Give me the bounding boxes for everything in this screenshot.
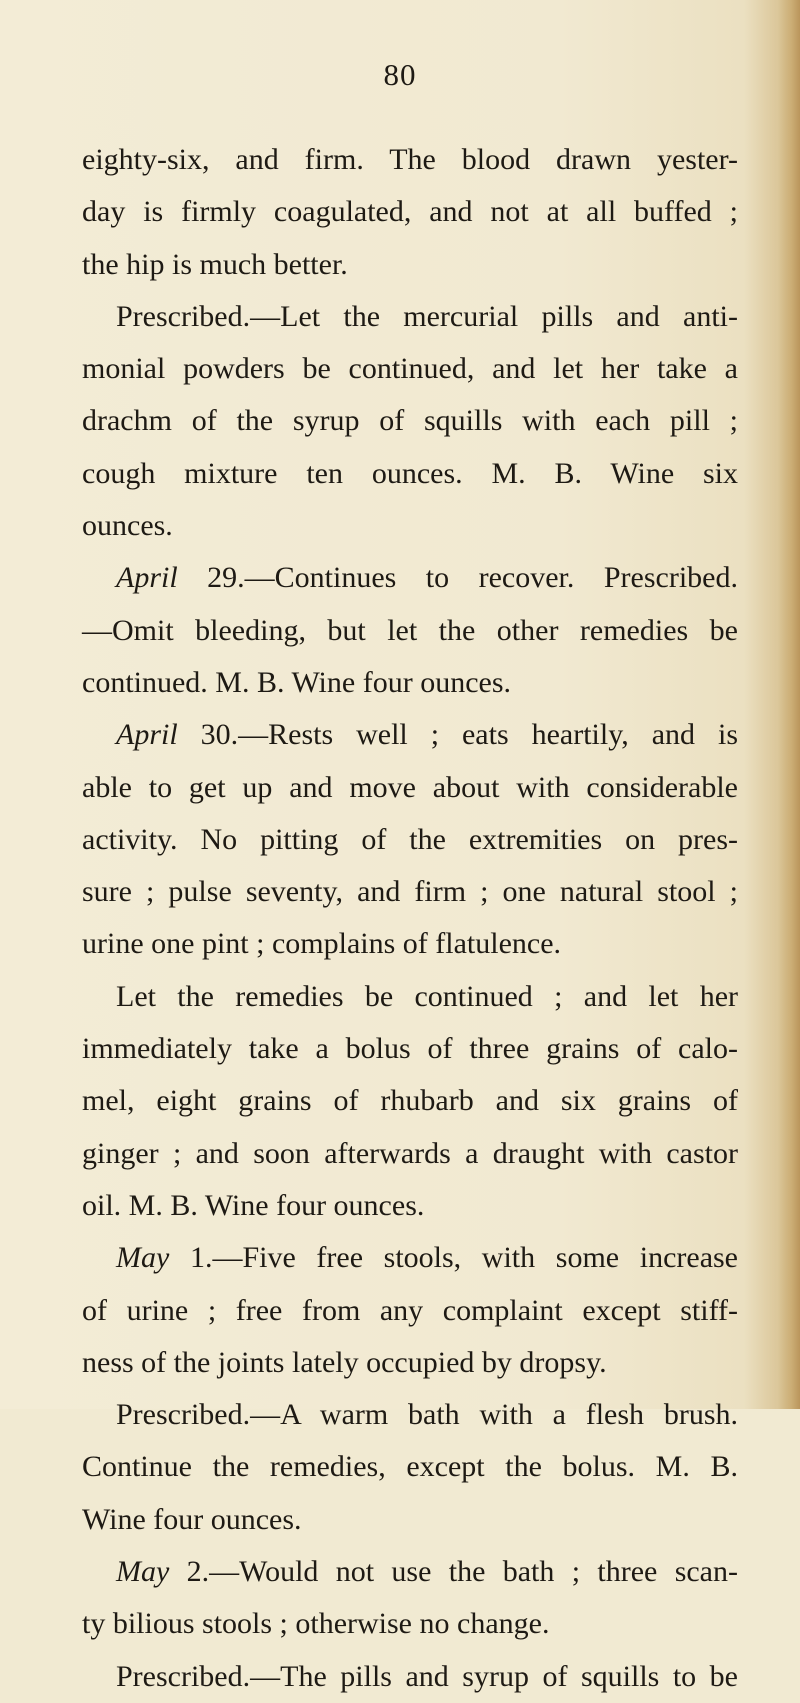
line-text: Continue the remedies, except the bolus. M. B. <box>82 1450 738 1484</box>
line-text: ness of the joints lately occupied by dropsy. <box>82 1345 607 1379</box>
line-text: eighty-six, and firm. The blood drawn yester- <box>82 143 738 176</box>
text-line <box>82 866 738 918</box>
text-line <box>82 186 738 238</box>
page-number: 80 <box>383 57 417 92</box>
text-line <box>82 1180 738 1232</box>
line-text: —Omit bleeding, but let the other remedies be <box>82 613 738 647</box>
line-text: mel, eight grains of rhubarb and six grains of <box>82 1084 738 1118</box>
line-text: 2.—Would not use the bath ; three scan- <box>169 1555 738 1589</box>
line-text: ginger ; and soon afterwards a draught with castor <box>82 1136 738 1170</box>
line-text: drachm of the syrup of squills with each pill ; <box>82 404 738 438</box>
line-text: urine one pint ; complains of flatulence. <box>82 927 562 961</box>
text-line <box>82 605 738 657</box>
line-text: of urine ; free from any complaint except stiff- <box>82 1293 738 1327</box>
entry-date: April <box>116 561 178 595</box>
text-line <box>82 762 738 814</box>
text-line <box>82 1389 738 1441</box>
text-line <box>82 657 738 709</box>
text-line <box>82 1023 738 1075</box>
line-text: 30.—Rests well ; eats heartily, and is <box>177 718 738 752</box>
line-text: able to get up and move about with considerable <box>82 770 738 804</box>
line-text: Wine four ounces. <box>82 1502 302 1536</box>
entry-date: May <box>116 1241 170 1275</box>
line-text: monial powders be continued, and let her take a <box>82 352 738 386</box>
line-text: ounces. <box>82 509 173 543</box>
text-line <box>82 1232 738 1284</box>
text-line <box>82 500 738 552</box>
line-text: sure ; pulse seventy, and firm ; one natural stool ; <box>82 875 738 909</box>
text-line <box>82 1337 738 1389</box>
line-text: the hip is much better. <box>82 247 348 281</box>
text-line <box>82 1651 738 1703</box>
text-line <box>82 918 738 970</box>
line-text: continued. M. B. Wine four ounces. <box>82 665 511 699</box>
line-text: activity. No pitting of the extremities on pres- <box>82 822 738 856</box>
line-text: oil. M. B. Wine four ounces. <box>82 1188 425 1222</box>
text-line <box>82 709 738 761</box>
line-text: 1.—Five free stools, with some increase <box>169 1241 738 1275</box>
text-line <box>82 814 738 866</box>
line-text: Let the remedies be continued ; and let her <box>116 979 738 1013</box>
line-text: 29.—Continues to recover. Prescribed. <box>177 561 738 595</box>
text-line <box>82 239 738 291</box>
text-line <box>82 1598 738 1650</box>
text-line <box>82 1128 738 1180</box>
text-line <box>82 291 738 343</box>
text-line <box>82 552 738 604</box>
text-line <box>82 971 738 1023</box>
entry-date: April <box>116 718 178 752</box>
text-line <box>82 448 738 500</box>
line-text: Prescribed.—The pills and syrup of squills to be <box>116 1659 738 1693</box>
text-line <box>82 1494 738 1546</box>
line-text: immediately take a bolus of three grains of calo- <box>82 1032 738 1066</box>
text-line <box>82 1285 738 1337</box>
text-line <box>82 1441 738 1493</box>
line-text: ty bilious stools ; otherwise no change. <box>82 1607 550 1641</box>
text-line <box>82 343 738 395</box>
text-line <box>82 395 738 447</box>
line-text: day is firmly coagulated, and not at all buffed ; <box>82 195 738 229</box>
text-line <box>82 134 738 186</box>
text-line <box>82 1546 738 1598</box>
line-text: cough mixture ten ounces. M. B. Wine six <box>82 456 738 490</box>
entry-date: May <box>116 1555 170 1589</box>
body-text <box>82 134 738 1703</box>
line-text: Prescribed.—Let the mercurial pills and anti- <box>116 299 738 333</box>
line-text: Prescribed.—A warm bath with a flesh brush. <box>116 1398 738 1432</box>
text-line <box>82 1075 738 1127</box>
page-edge-shadow <box>778 0 800 1409</box>
